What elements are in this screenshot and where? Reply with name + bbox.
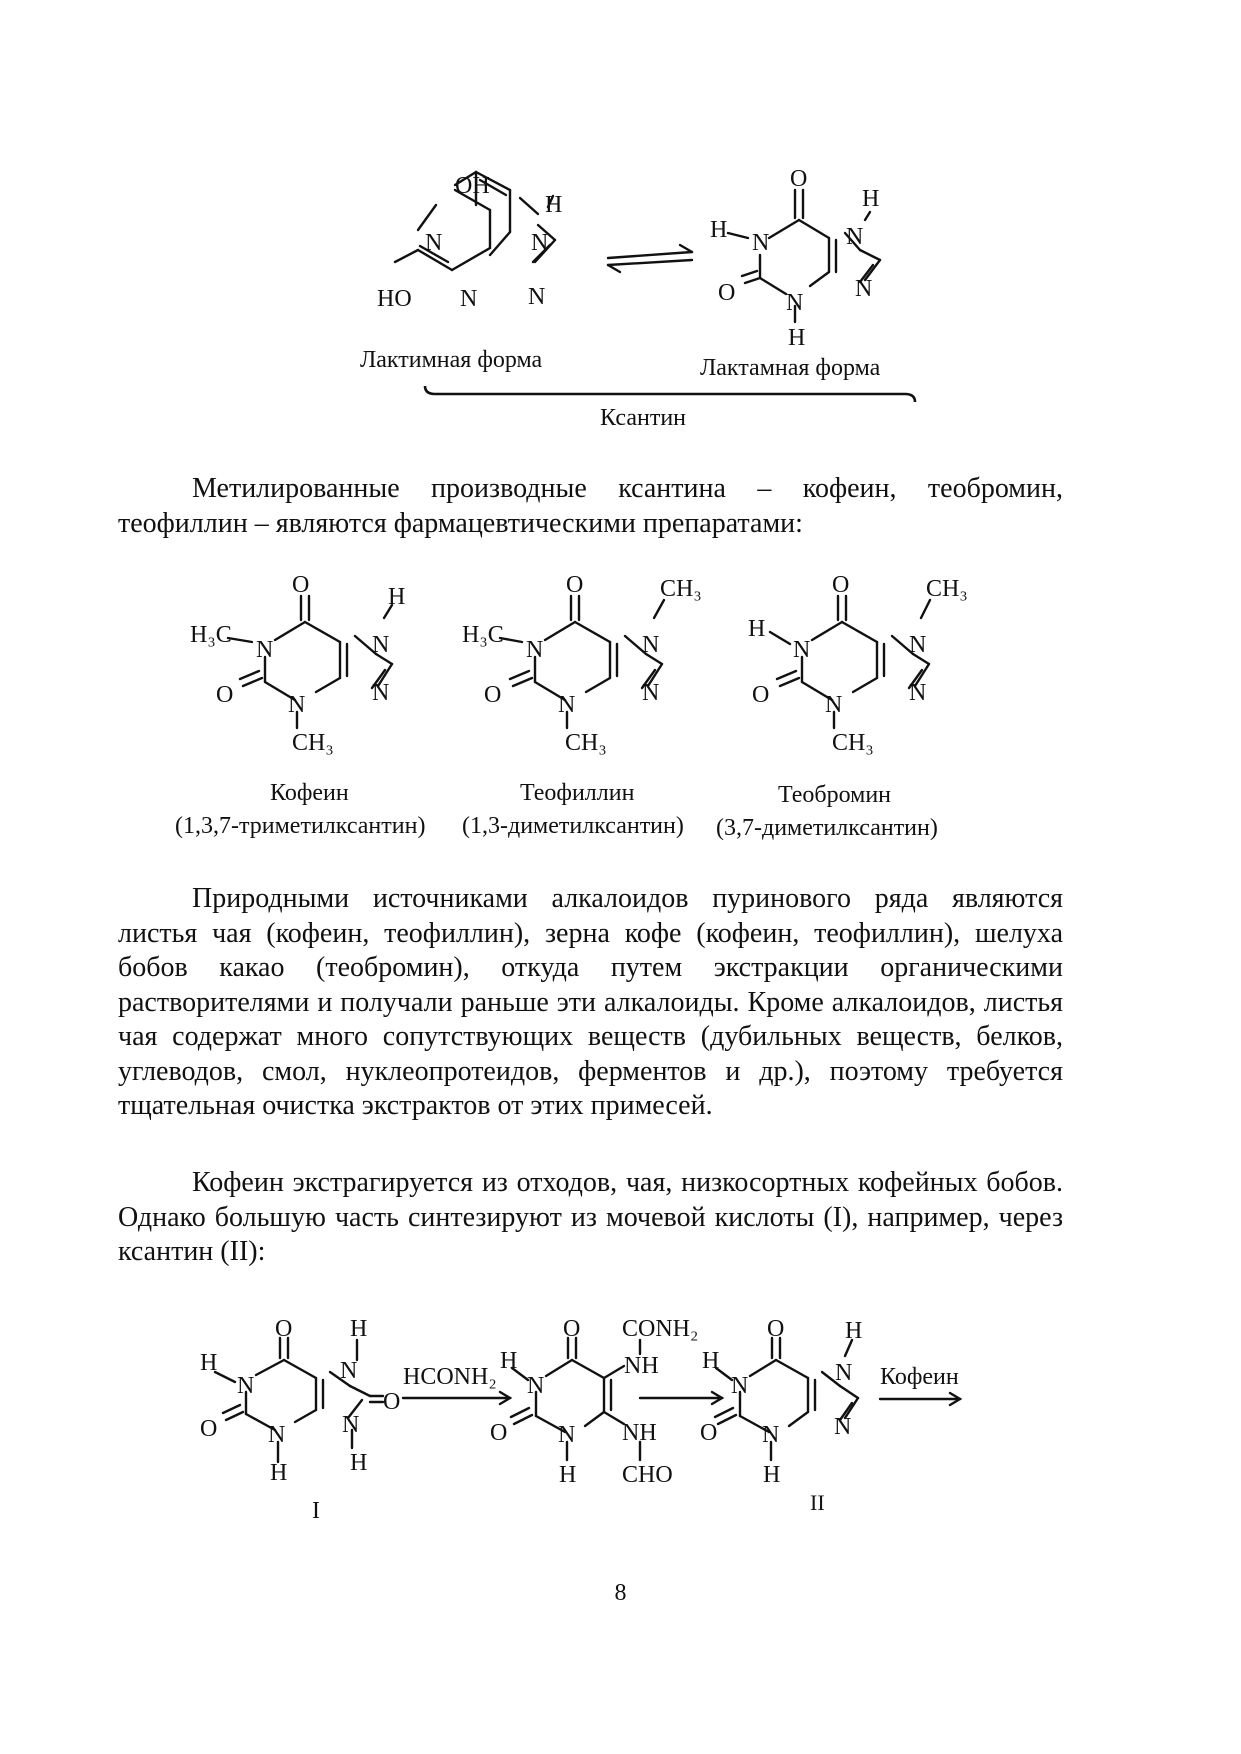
theobromine-h1-atom: H [748, 616, 766, 642]
caffeine-synthesis-scheme [0, 1300, 1241, 1540]
intermediate-n1-atom: N [527, 1373, 545, 1399]
xanthine-ii-n9-atom: N [834, 1414, 852, 1440]
xanthine-brace [425, 386, 915, 402]
intermediate-o2-atom: O [490, 1420, 508, 1446]
lactam-h1-atom: H [710, 217, 728, 243]
lactim-form-label: Лактимная форма [360, 347, 543, 373]
xanthine-ii-n7-atom: N [835, 1360, 853, 1386]
xanthine-ii-o6-atom: O [767, 1316, 785, 1342]
intermediate-nh-bottom-label: NH [622, 1420, 657, 1446]
uric-n1-atom: N [237, 1373, 255, 1399]
product-caffeine-label: Кофеин [880, 1364, 959, 1390]
reagent-hconh2: HCONH₂ [403, 1364, 497, 1390]
theophylline-n7-atom: N [642, 632, 660, 658]
page-number: 8 [614, 1580, 627, 1606]
lactam-n7-atom: N [846, 224, 864, 250]
intermediate-h1-atom: H [500, 1348, 518, 1374]
uric-o2-atom: O [200, 1416, 218, 1442]
theophylline-name: Теофиллин [520, 780, 635, 806]
lactim-n7-atom: N [531, 230, 549, 256]
lactam-h3-atom: H [788, 325, 806, 351]
uric-h7-atom: H [350, 1316, 368, 1342]
theobromine-n7-atom: N [909, 632, 927, 658]
lactim-oh-atom: OH [455, 173, 490, 199]
caffeine-n9-atom: N [372, 680, 390, 706]
lactim-n3-atom: N [460, 286, 478, 312]
theophylline-n9-atom: N [642, 680, 660, 706]
theophylline-n3-atom: N [558, 692, 576, 718]
intermediate-nh-top-label: NH [624, 1353, 659, 1379]
paragraph-2: Природными источниками алкалоидов пуринового ряда являются листья чая (кофеин, теофиллин), зерна кофе (кофеин, теофиллин), шелуха бобов какао (теобромин), откуда путем экстракции органическими растворителями и получали раньше эти алкалоиды. Кроме алкалоидов, листья чая содержат много сопутствующих веществ (дубильных веществ, белков, углеводов, смол, нуклеопротеидов, ферментов и др.), поэтому требуется тщательная очистка экстрактов от этих примесей. [118, 883, 1063, 1121]
lactam-structure [728, 190, 880, 322]
intermediate-cho-label: CHO [622, 1462, 673, 1488]
theobromine-n1-atom: N [793, 637, 811, 663]
caffeine-n1-atom: N [256, 637, 274, 663]
theobromine-name: Теобромин [778, 782, 892, 808]
xanthine-ii-n1-atom: N [731, 1373, 749, 1399]
theophylline-ch3-label: CH₃ [565, 730, 607, 756]
intermediate-conh2-label: CONH₂ [622, 1316, 699, 1342]
theobromine-ch3-n7-label: CH₃ [926, 576, 968, 602]
xanthine-ii-h3-atom: H [763, 1462, 781, 1488]
theophylline-n1-atom: N [526, 637, 544, 663]
uric-n9-atom: N [342, 1412, 360, 1438]
lactim-h-atom: H [545, 192, 563, 218]
theophylline-o6-atom: O [566, 572, 584, 598]
uric-o8-atom: O [383, 1389, 401, 1415]
uric-n3-atom: N [268, 1422, 286, 1448]
xanthine-ii-n3-atom: N [762, 1422, 780, 1448]
lactam-n3-atom: N [786, 290, 804, 316]
uric-h1-atom: H [200, 1350, 218, 1376]
reaction-arrow-2 [640, 1392, 722, 1404]
intermediate-h3-atom: H [559, 1462, 577, 1488]
equilibrium-arrow [608, 245, 692, 272]
xanthine-ii-h7-atom: H [845, 1318, 863, 1344]
uric-h3-atom: H [270, 1460, 288, 1486]
uric-h9-atom: H [350, 1450, 368, 1476]
paragraph-3: Кофеин экстрагируется из отходов, чая, низкосортных кофейных бобов. Однако большую часть синтезируют из мочевой кислоты (I), например, через ксантин (II): [118, 1167, 1063, 1267]
theobromine-n3-atom: N [825, 692, 843, 718]
caffeine-ch3-label: CH₃ [292, 730, 334, 756]
intermediate-structure [511, 1338, 640, 1460]
intermediate-n3-atom: N [558, 1422, 576, 1448]
caffeine-h8-atom: H [388, 584, 406, 610]
xanthine-tautomers-figure [0, 0, 1241, 450]
caffeine-o2-atom: O [216, 682, 234, 708]
reaction-arrow-3 [880, 1393, 960, 1405]
caffeine-structure [228, 596, 392, 728]
compound-i-label: I [312, 1498, 320, 1524]
lactam-h7-atom: H [862, 186, 880, 212]
caffeine-name: Кофеин [270, 780, 349, 806]
theobromine-n9-atom: N [909, 680, 927, 706]
compound-ii-label: II [810, 1490, 825, 1515]
uric-o6-atom: O [275, 1316, 293, 1342]
paragraph-1: Метилированные производные ксантина – кофеин, теобромин, теофиллин – являются фармацевтическими препаратами: [118, 473, 1063, 539]
lactim-ho-atom: HO [377, 286, 412, 312]
lactim-n1-atom: N [425, 230, 443, 256]
caffeine-h3c-label: H₃C [190, 622, 232, 648]
lactam-n9-atom: N [855, 276, 873, 302]
reaction-arrow-1 [403, 1392, 510, 1404]
lactam-form-label: Лактамная форма [700, 355, 881, 381]
theophylline-ch3-n7-label: CH₃ [660, 576, 702, 602]
xanthine-ii-structure [715, 1338, 858, 1460]
uric-acid-structure [215, 1338, 383, 1462]
theobromine-o6-atom: O [832, 572, 850, 598]
theophylline-o2-atom: O [484, 682, 502, 708]
caffeine-n3-atom: N [288, 692, 306, 718]
theophylline-structure [500, 596, 664, 728]
lactim-n9-atom: N [528, 284, 546, 310]
intermediate-o6-atom: O [563, 1316, 581, 1342]
xanthine-ii-h1-atom: H [702, 1348, 720, 1374]
theobromine-o2-atom: O [752, 682, 770, 708]
xanthine-label: Ксантин [600, 405, 687, 431]
lactam-o2-atom: O [718, 280, 736, 306]
lactam-n1-atom: N [752, 230, 770, 256]
caffeine-systematic-name: (1,3,7-триметилксантин) [175, 813, 426, 839]
lactam-o6-atom: O [790, 166, 808, 192]
theophylline-h3c-label: H₃C [462, 622, 504, 648]
methylxanthines-figure [0, 560, 1241, 860]
theobromine-systematic-name: (3,7-диметилксантин) [716, 815, 938, 841]
theobromine-ch3-label: CH₃ [832, 730, 874, 756]
uric-n7-atom: N [340, 1358, 358, 1384]
xanthine-ii-o2-atom: O [700, 1420, 718, 1446]
caffeine-o6-atom: O [292, 572, 310, 598]
caffeine-n7-atom: N [372, 632, 390, 658]
theophylline-systematic-name: (1,3-диметилксантин) [462, 813, 684, 839]
